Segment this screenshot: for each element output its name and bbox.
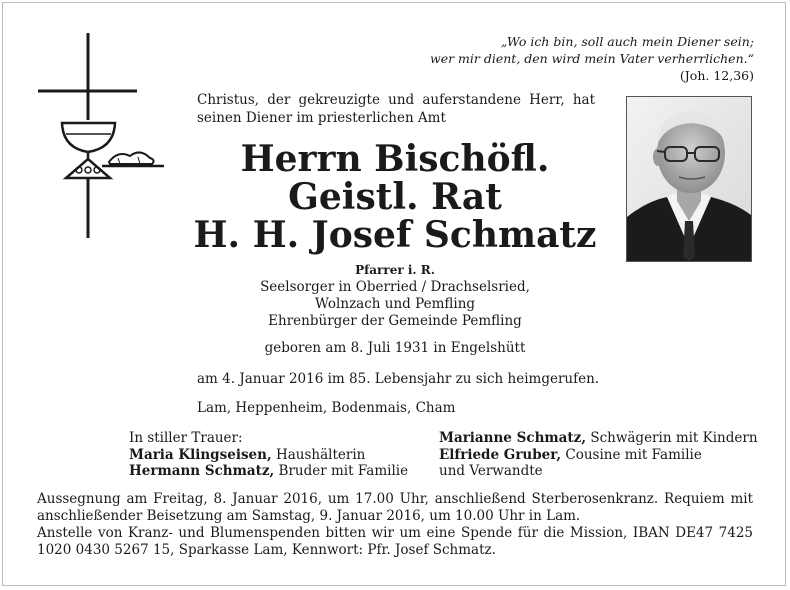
places: Lam, Heppenheim, Bodenmais, Cham [197, 400, 456, 416]
mourner-name: Elfriede Gruber, [439, 446, 562, 463]
birth-date: geboren am 8. Juli 1931 in Engelshütt [264, 340, 526, 356]
quote-line-2: wer mir dient, den wird mein Vater verherrlichen.“ [430, 51, 754, 66]
deceased-name [180, 140, 610, 254]
mourners-left [129, 430, 429, 480]
title-pfarrer: Pfarrer i. R. [355, 263, 435, 277]
cross-chalice-bread-icon [30, 30, 170, 245]
death-date: am 4. Januar 2016 im 85. Lebensjahr zu sich heimgerufen. [197, 371, 600, 387]
bio-line-1: Seelsorger in Oberried / Drachselsried, [260, 279, 530, 295]
portrait-photo [626, 96, 752, 262]
mourner-item [439, 463, 769, 480]
mourner-item [129, 447, 429, 464]
mourner-name: Maria Klingseisen, [129, 446, 272, 463]
donation-note: Anstelle von Kranz- und Blumenspenden bitten wir um eine Spende für die Mission, IBAN DE47 7425 1020 0430 5267 15, Sparkasse Lam, Kennwort: Pfr. Josef Schmatz. [37, 525, 753, 558]
mourner-relation: und Verwandte [439, 463, 543, 479]
mourner-name: Marianne Schmatz, [439, 430, 587, 446]
bible-quote [334, 33, 754, 84]
quote-reference: (Joh. 12,36) [679, 68, 754, 83]
mourner-relation: Schwägerin mit Kindern [586, 430, 758, 446]
bio-line-2: Wolnzach und Pemfling [314, 296, 476, 312]
bio-line-3: Ehrenbürger der Gemeinde Pemfling [268, 313, 522, 329]
funeral-times: Aussegnung am Freitag, 8. Januar 2016, um 17.00 Uhr, anschließend Sterberosenkranz. Requiem mit anschließender Beisetzung am Samstag, 9. Januar 2016, um 10.00 Uhr in Lam. [37, 491, 753, 524]
mourner-item [439, 447, 769, 464]
mourner-item [129, 463, 429, 480]
mourner-relation: Haushälterin [271, 446, 366, 463]
name-line-1: Herrn Bischöfl. [240, 138, 550, 180]
name-line-3: H. H. Josef Schmatz [193, 214, 597, 256]
mourners-right [439, 430, 769, 480]
mourner-relation: Cousine mit Familie [561, 446, 702, 463]
name-line-2: Geistl. Rat [288, 176, 502, 218]
biography [195, 262, 595, 357]
mourner-relation: Bruder mit Familie [274, 463, 409, 479]
quote-line-1: „Wo ich bin, soll auch mein Diener sein; [500, 34, 754, 49]
funeral-notice [37, 491, 753, 559]
intro-text: Christus, der gekreuzigte und auferstandene Herr, hat seinen Diener im priesterlichen Amt [197, 92, 595, 126]
mourners-heading: In stiller Trauer: [129, 430, 243, 446]
mourner-item [439, 430, 769, 447]
mourner-name: Hermann Schmatz, [129, 463, 275, 479]
